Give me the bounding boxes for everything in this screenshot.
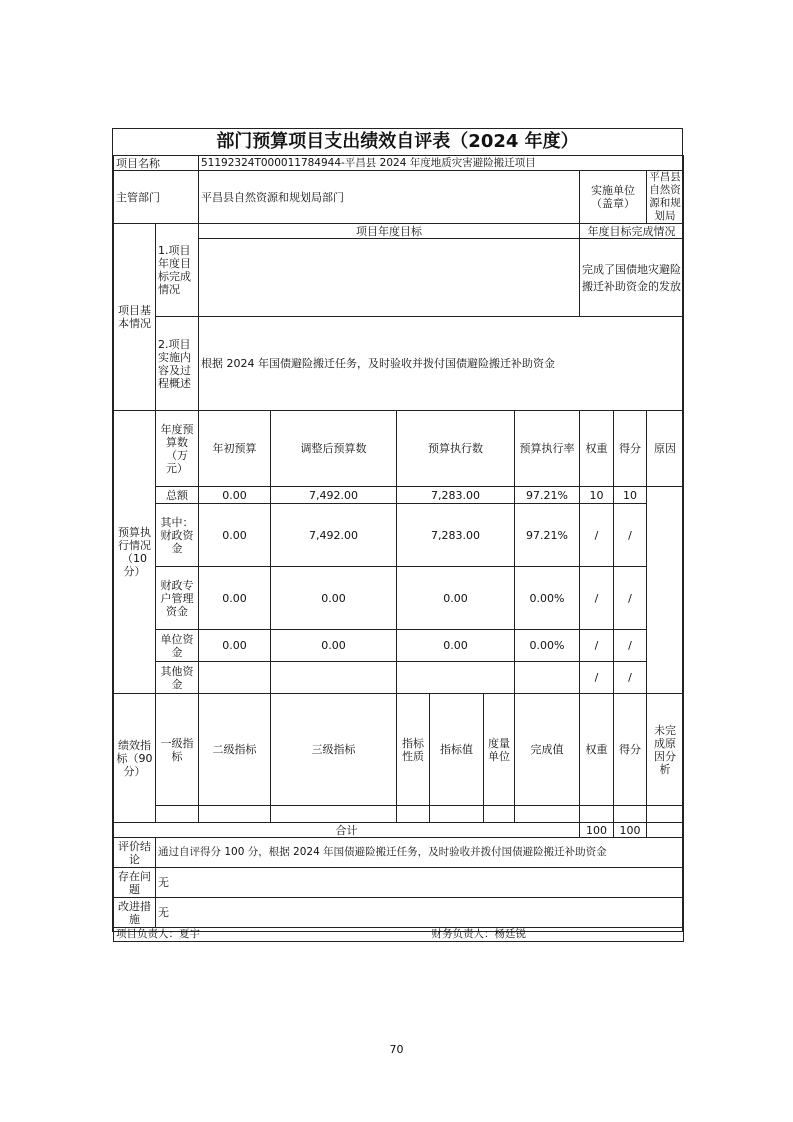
indicator-score-header: 得分 [614,694,647,806]
budget-header-row [114,411,684,487]
executed-header: 预算执行数 [397,411,515,487]
budget-weight: / [580,504,614,567]
budget-adjusted [271,662,397,694]
goal-header-row [114,224,684,239]
budget-row-label: 其他资金 [156,662,199,694]
budget-weight: / [580,567,614,630]
budget-executed [397,662,515,694]
goal-header: 项目年度目标 [199,224,580,239]
nature-header: 指标性质 [397,694,430,806]
budget-adjusted: 7,492.00 [271,487,397,504]
indicator-reason-header: 未完成原因分析 [647,694,684,806]
evaluation-table [113,155,684,942]
empty-cell [580,806,614,823]
budget-weight: 10 [580,487,614,504]
empty-cell [614,806,647,823]
budget-weight: / [580,630,614,662]
budget-executed: 0.00 [397,567,515,630]
issues-row [114,868,684,898]
total-score: 100 [614,823,647,838]
budget-rate [515,662,580,694]
budget-row [114,504,684,567]
goal-content-row [114,239,684,317]
empty-cell [199,806,271,823]
total-weight: 100 [580,823,614,838]
conclusion-label: 评价结论 [114,838,156,868]
budget-adjusted: 7,492.00 [271,504,397,567]
improve-label: 改进措施 [114,898,156,928]
impl-unit-label: 实施单位（盖章） [580,171,647,224]
indicator-weight-header: 权重 [580,694,614,806]
improve-text: 无 [156,898,684,928]
empty-cell [430,806,484,823]
value-header: 指标值 [430,694,484,806]
budget-section-label: 预算执行情况（10分） [114,411,156,694]
budget-score: 10 [614,487,647,504]
summary-row [114,317,684,411]
empty-cell [156,806,199,823]
dept-label: 主管部门 [114,171,199,224]
budget-adjusted: 0.00 [271,630,397,662]
empty-cell [484,806,515,823]
improve-row [114,898,684,928]
budget-initial [199,662,271,694]
budget-score: / [614,662,647,694]
budget-rate: 0.00% [515,630,580,662]
level3-header: 三级指标 [271,694,397,806]
reason-header: 原因 [647,411,684,487]
initial-header: 年初预算 [199,411,271,487]
budget-initial: 0.00 [199,504,271,567]
budget-reason [647,487,684,694]
budget-row [114,567,684,630]
budget-row [114,487,684,504]
budget-executed: 0.00 [397,630,515,662]
budget-row-label: 总额 [156,487,199,504]
form-title: 部门预算项目支出绩效自评表（2024 年度） [216,131,579,152]
page-number: 70 [389,1043,404,1056]
empty-cell [271,806,397,823]
signature-row [114,928,684,942]
conclusion-row [114,838,684,868]
budget-adjusted: 0.00 [271,567,397,630]
budget-unit-header: 年度预算数（万元） [156,411,199,487]
budget-rate: 97.21% [515,487,580,504]
empty-cell [515,806,580,823]
budget-rate: 0.00% [515,567,580,630]
done-header: 年度目标完成情况 [580,224,684,239]
project-name-row [114,156,684,171]
budget-weight: / [580,662,614,694]
budget-score: / [614,504,647,567]
project-name-value: 51192324T000011784944-平昌县 2024 年度地质灾害避险搬迁项目 [199,156,684,171]
score-header: 得分 [614,411,647,487]
project-lead: 项目负责人：夏宇 [114,928,430,942]
indicator-empty-row [114,806,684,823]
done-value-header: 完成值 [515,694,580,806]
indicator-section-label: 绩效指标（90分） [114,694,156,823]
budget-row [114,630,684,662]
done-text: 完成了国债地灾避险搬迁补助资金的发放 [580,239,684,317]
unit-header: 度量单位 [484,694,515,806]
finance-lead: 财务负责人：杨廷锐 [430,928,684,942]
total-reason [647,823,684,838]
budget-rate: 97.21% [515,504,580,567]
budget-executed: 7,283.00 [397,504,515,567]
dept-row [114,171,684,224]
indicator-header-row [114,694,684,806]
weight-header: 权重 [580,411,614,487]
budget-score: / [614,630,647,662]
summary-text: 根据 2024 年国债避险搬迁任务，及时验收并拨付国债避险搬迁补助资金 [199,317,684,411]
adjusted-header: 调整后预算数 [271,411,397,487]
basic-section-label: 项目基本情况 [114,224,156,411]
budget-initial: 0.00 [199,567,271,630]
empty-cell [647,806,684,823]
total-label: 合计 [114,823,580,838]
budget-row-label: 财政专户管理资金 [156,567,199,630]
goal-text [199,239,580,317]
level1-header: 一级指标 [156,694,199,806]
conclusion-text: 通过自评得分 100 分，根据 2024 年国债避险搬迁任务，及时验收并拨付国债避险搬迁补助资金 [156,838,684,868]
total-row [114,823,684,838]
summary-label: 2.项目实施内容及过程概述 [156,317,199,411]
issues-text: 无 [156,868,684,898]
rate-header: 预算执行率 [515,411,580,487]
project-name-label: 项目名称 [114,156,199,171]
goal-label: 1.项目年度目标完成情况 [156,224,199,317]
impl-unit-value: 平昌县自然资源和规划局 [647,171,684,224]
budget-score: / [614,567,647,630]
budget-executed: 7,283.00 [397,487,515,504]
dept-value: 平昌县自然资源和规划局部门 [199,171,580,224]
budget-row-label: 单位资金 [156,630,199,662]
budget-initial: 0.00 [199,630,271,662]
issues-label: 存在问题 [114,868,156,898]
level2-header: 二级指标 [199,694,271,806]
budget-row [114,662,684,694]
budget-row-label: 其中：财政资金 [156,504,199,567]
empty-cell [397,806,430,823]
budget-initial: 0.00 [199,487,271,504]
